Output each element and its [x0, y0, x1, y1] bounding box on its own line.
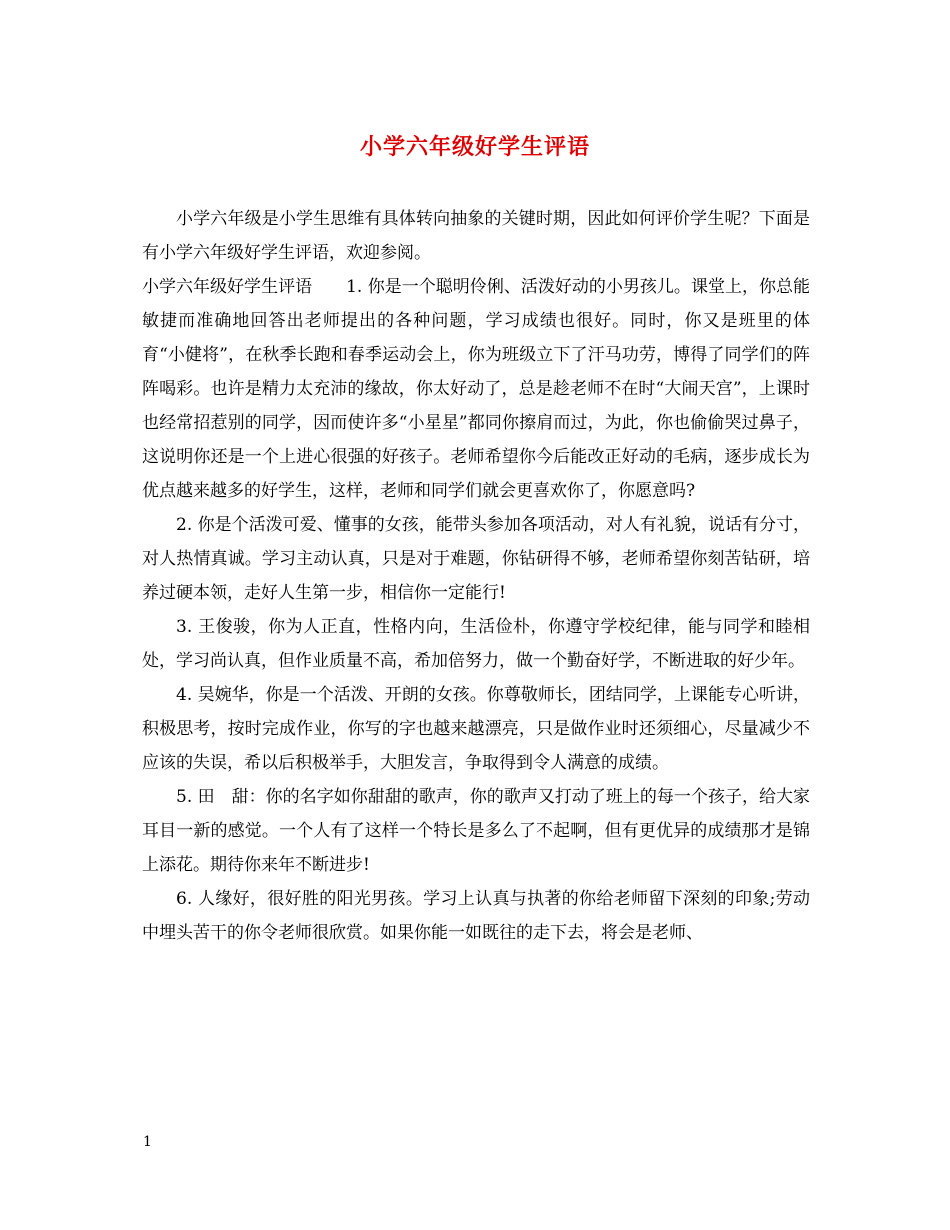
- paragraph-comment-4: 4. 吴婉华，你是一个活泼、开朗的女孩。你尊敬师长，团结同学，上课能专心听讲，积极思考，按时完成作业，你写的字也越来越漂亮，只是做作业时还须细心，尽量减少不应该的失误，希以后积极举手，大胆发言，争取得到令人满意的成绩。: [142, 685, 810, 773]
- paragraph-comment-3: 3. 王俊骏，你为人正直，性格内向，生活俭朴，你遵守学校纪律，能与同学和睦相处，学习尚认真，但作业质量不高，希加倍努力，做一个勤奋好学，不断进取的好少年。: [142, 617, 810, 671]
- paragraph-comment-6: 6. 人缘好，很好胜的阳光男孩。学习上认真与执著的你给老师留下深刻的印象;劳动中埋头苦干的你令老师很欣赏。如果你能一如既往的走下去，将会是老师、: [142, 889, 810, 943]
- paragraph-comment-2: 2. 你是个活泼可爱、懂事的女孩，能带头参加各项活动，对人有礼貌，说话有分寸，对人热情真诚。学习主动认真，只是对于难题，你钻研得不够，老师希望你刻苦钻研，培养过硬本领，走好人生第一步，相信你一定能行!: [142, 515, 810, 603]
- page-title: 小学六年级好学生评语: [359, 134, 590, 160]
- paragraph-comment-5: 5. 田 甜：你的名字如你甜甜的歌声，你的歌声又打动了班上的每一个孩子，给大家耳目一新的感觉。一个人有了这样一个特长是多么了不起啊，但有更优异的成绩那才是锦上添花。期待你来年不断进步!: [142, 787, 810, 875]
- paragraph-intro: 小学六年级是小学生思维有具体转向抽象的关键时期，因此如何评价学生呢？下面是有小学六年级好学生评语，欢迎参阅。: [142, 209, 810, 263]
- paragraph-comment-1: 小学六年级好学生评语 1. 你是一个聪明伶俐、活泼好动的小男孩儿。课堂上，你总能敏捷而准确地回答出老师提出的各种问题，学习成绩也很好。同时，你又是班里的体育“小健将”，在秋季长跑和春季运动会上，你为班级立下了汗马功劳，博得了同学们的阵阵喝彩。也许是精力太充沛的缘故，你太好动了，总是趁老师不在时“大闹天宫”，上课时也经常招惹别的同学，因而使许多“小星星”都同你擦肩而过，为此，你也偷偷哭过鼻子，这说明你还是一个上进心很强的好孩子。老师希望你今后能改正好动的毛病，逐步成长为优点越来越多的好学生，这样，老师和同学们就会更喜欢你了，你愿意吗?: [142, 277, 810, 501]
- document-body: [142, 202, 810, 950]
- page-number: 1: [143, 1134, 152, 1150]
